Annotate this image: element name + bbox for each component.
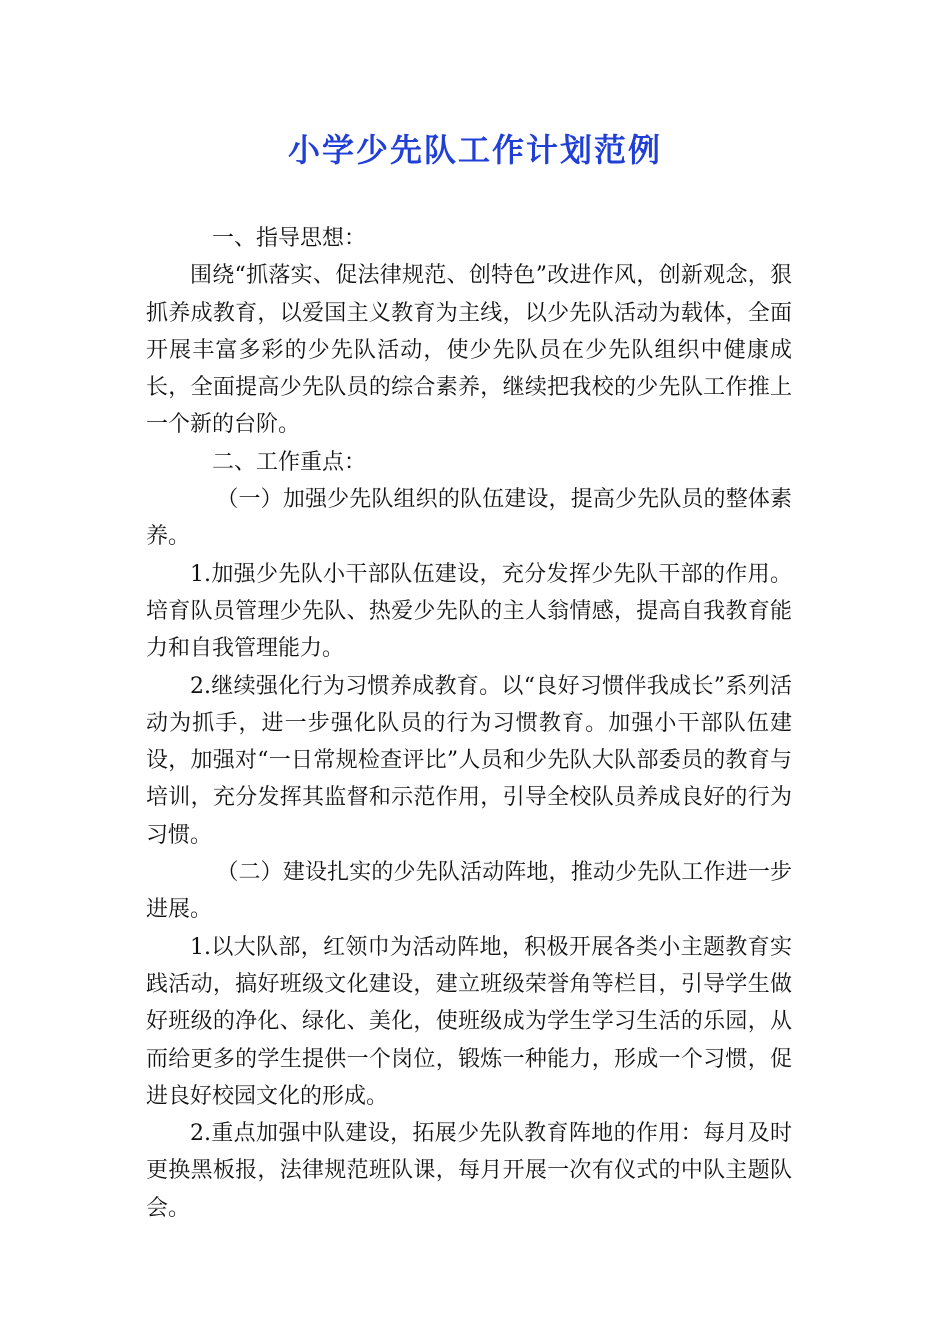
subsection-heading-team-building: （一）加强少先队组织的队伍建设，提高少先队员的整体素养。 — [146, 487, 792, 550]
document-body — [146, 220, 792, 1227]
subsection-heading-activity-base: （二）建设扎实的少先队活动阵地，推动少先队工作进一步进展。 — [146, 860, 792, 923]
list-item-habit-education: 2.继续强化行为习惯养成教育。以“良好习惯伴我成长”系列活动为抓手，进一步强化队员的行为习惯教育。加强小干部队伍建设，加强对“一日常规检查评比”人员和少先队大队部委员的教育与培训，充分发挥其监督和示范作用，引导全校队员养成良好的行为习惯。 — [146, 673, 792, 848]
section-heading-guiding-ideology: 一、指导思想： — [212, 226, 367, 251]
list-item-brigade-activities: 1.以大队部，红领巾为活动阵地，积极开展各类小主题教育实践活动，搞好班级文化建设，建立班级荣誉角等栏目，引导学生做好班级的净化、绿化、美化，使班级成为学生学习生活的乐园，从而给更多的学生提供一个岗位，锻炼一种能力，形成一个习惯，促进良好校园文化的形成。 — [146, 934, 792, 1109]
section-heading-work-focus: 二、工作重点： — [212, 449, 367, 475]
list-item-cadre-building: 1.加强少先队小干部队伍建设，充分发挥少先队干部的作用。培育队员管理少先队、热爱少先队的主人翁情感，提高自我教育能力和自我管理能力。 — [146, 561, 792, 662]
document-title: 小学少先队工作计划范例 — [287, 131, 662, 169]
paragraph-guiding-ideology: 围绕“抓落实、促法律规范、创特色”改进作风，创新观念，狠抓养成教育，以爱国主义教育为主线，以少先队活动为载体，全面开展丰富多彩的少先队活动，使少先队员在少先队组织中健康成长，全面提高少先队员的综合素养，继续把我校的少先队工作推上一个新的台阶。 — [146, 263, 792, 438]
list-item-squadron-building: 2.重点加强中队建设，拓展少先队教育阵地的作用：每月及时更换黑板报，法律规范班队课，每月开展一次有仪式的中队主题队会。 — [146, 1121, 792, 1221]
